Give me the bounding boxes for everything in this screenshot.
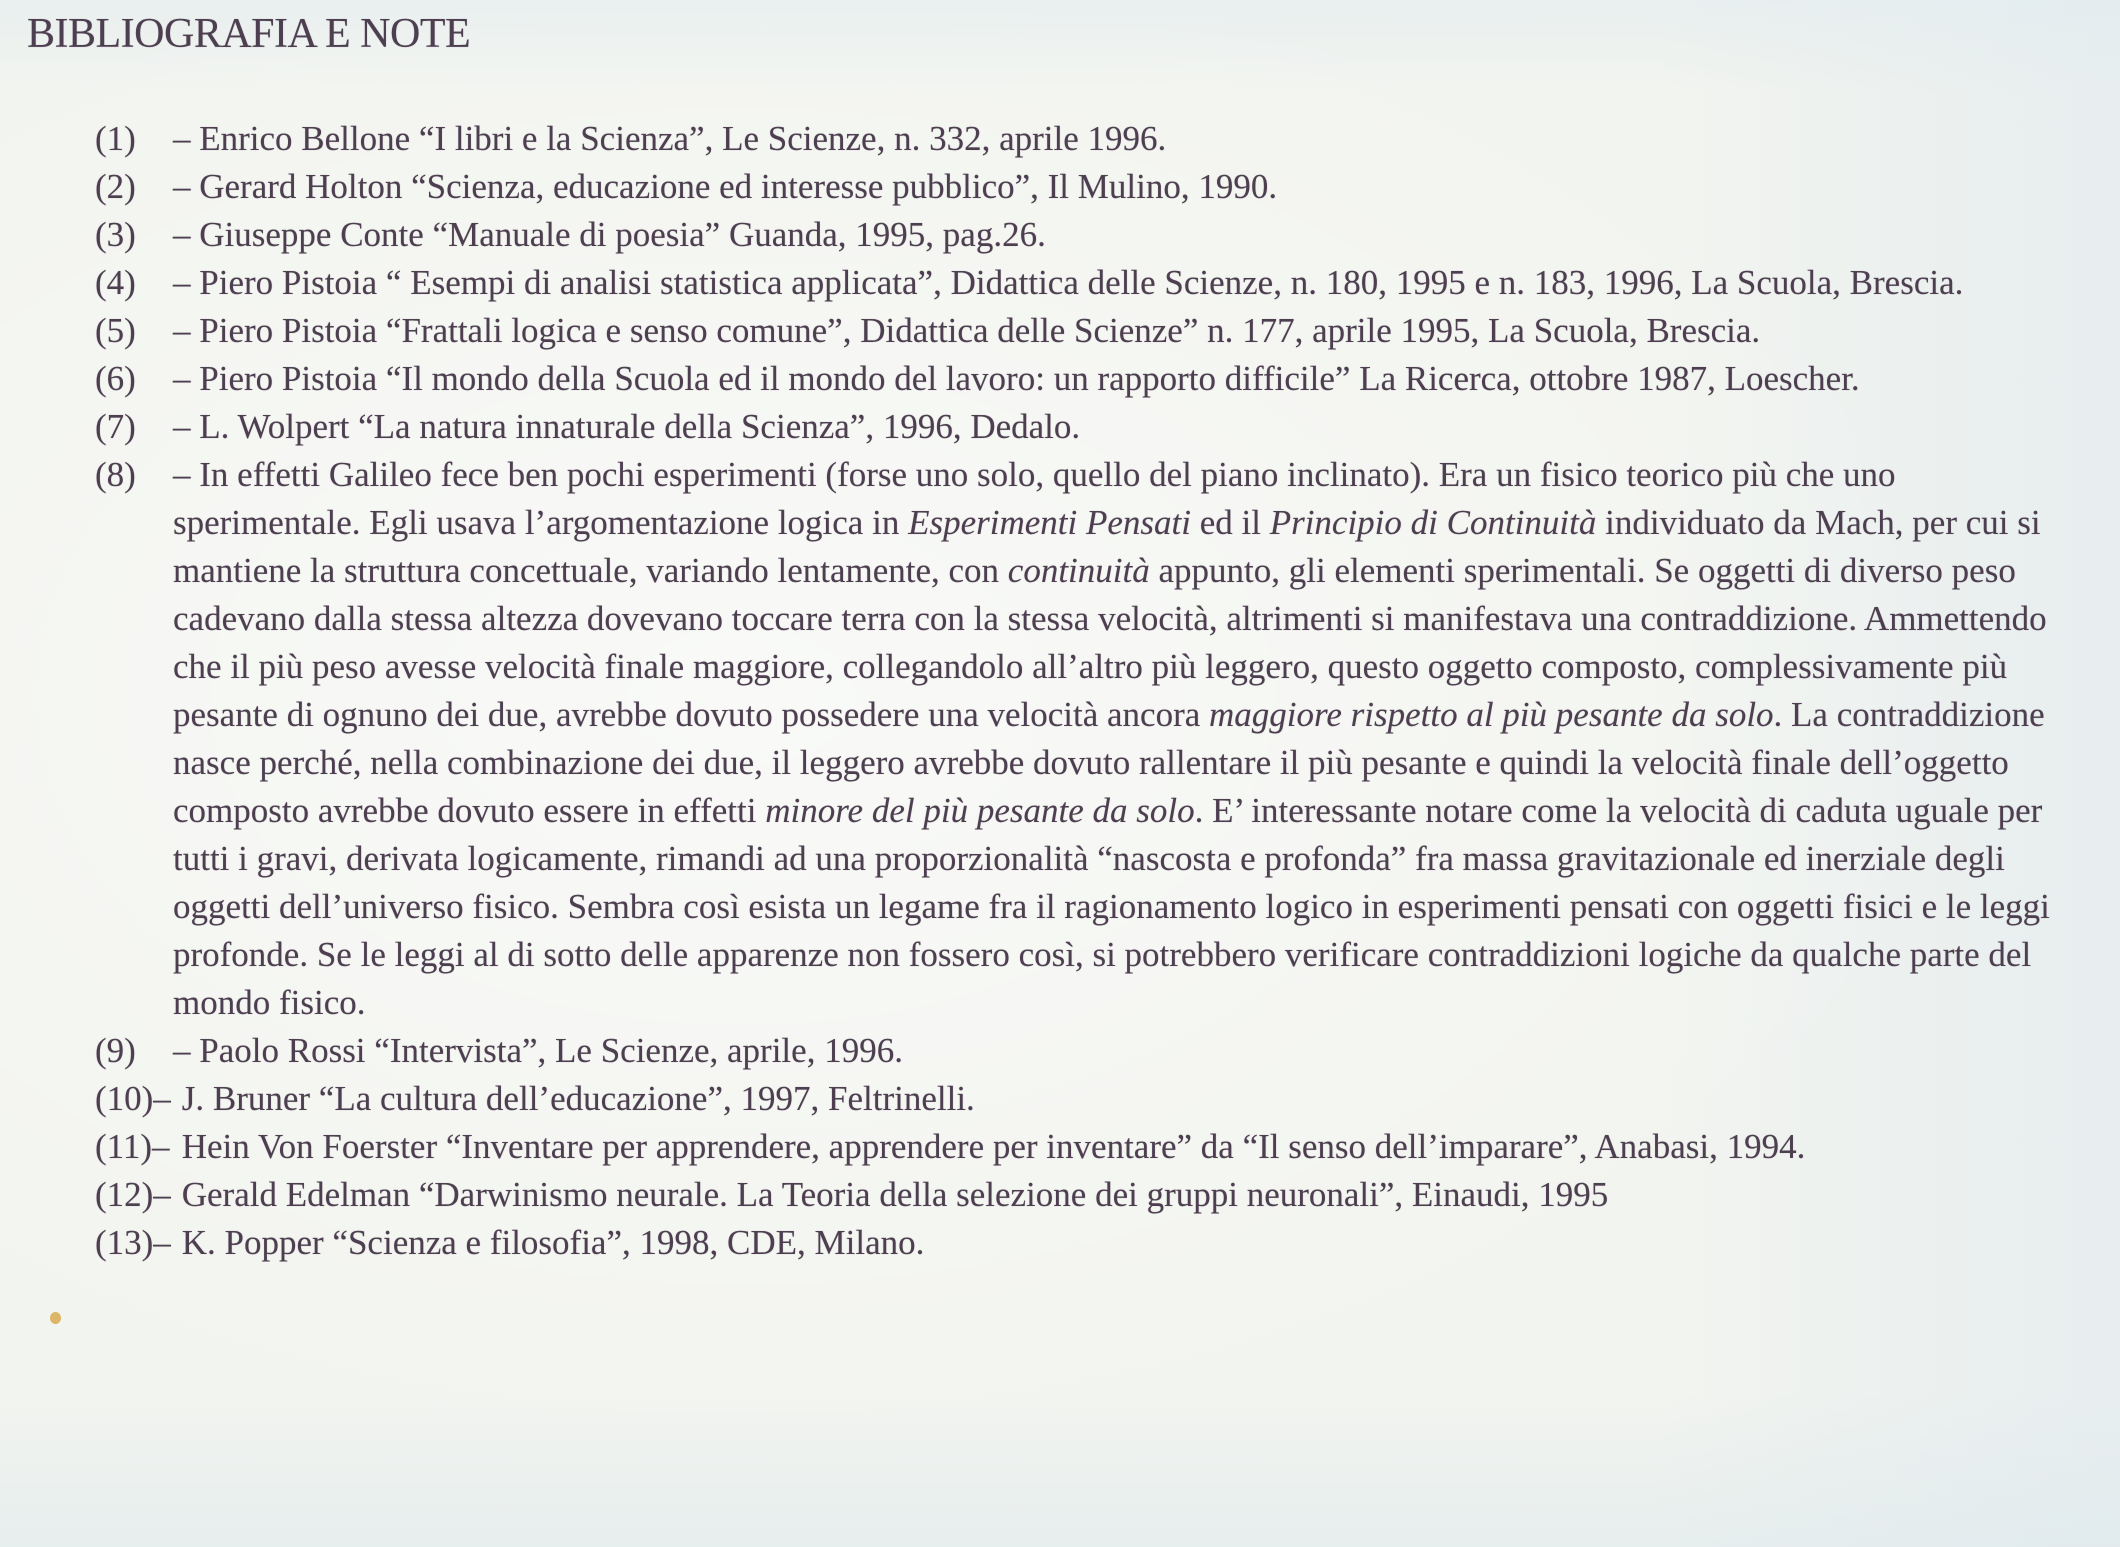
page-title: BIBLIOGRAFIA E NOTE bbox=[27, 11, 471, 57]
item-number: (11)– bbox=[95, 1127, 170, 1166]
item-number: (7) bbox=[95, 407, 136, 446]
bibliography-item bbox=[95, 451, 2080, 1027]
item-number: (6) bbox=[95, 359, 136, 398]
bibliography-item bbox=[95, 163, 2080, 211]
item-text: – Piero Pistoia “Frattali logica e senso comune”, Didattica delle Scienze” n. 177, aprile 1995, La Scuola, Brescia. bbox=[173, 311, 1761, 350]
item-number: (5) bbox=[95, 311, 136, 350]
item-number: (1) bbox=[95, 119, 136, 158]
bibliography-item bbox=[95, 1123, 2080, 1171]
item-number: (2) bbox=[95, 167, 136, 206]
bibliography-item bbox=[95, 1075, 2080, 1123]
bibliography-item bbox=[95, 1171, 2080, 1219]
scan-speck-artifact bbox=[50, 1312, 61, 1324]
bibliography-list bbox=[95, 115, 2080, 1267]
item-text: Gerald Edelman “Darwinismo neurale. La Teoria della selezione dei gruppi neuronali”, Einaudi, 1995 bbox=[173, 1175, 1609, 1214]
item-text: – Paolo Rossi “Intervista”, Le Scienze, aprile, 1996. bbox=[173, 1031, 903, 1070]
bibliography-item bbox=[95, 1219, 2080, 1267]
bibliography-item bbox=[95, 115, 2080, 163]
bibliography-item bbox=[95, 403, 2080, 451]
item-text: – Piero Pistoia “ Esempi di analisi statistica applicata”, Didattica delle Scienze, n. 180, 1995 e n. 183, 1996, La Scuola, Brescia. bbox=[173, 263, 1964, 302]
bibliography-item bbox=[95, 259, 2080, 307]
item-text: – Gerard Holton “Scienza, educazione ed interesse pubblico”, Il Mulino, 1990. bbox=[173, 167, 1278, 206]
item-text: J. Bruner “La cultura dell’educazione”, 1997, Feltrinelli. bbox=[173, 1079, 975, 1118]
item-text: – In effetti Galileo fece ben pochi esperimenti (forse uno solo, quello del piano inclinato). Era un fisico teorico più che uno sperimentale. Egli usava l’argomentazione logica in Esperimenti Pensati ed il Principio di Continuità individuato da Mach, per cui si mantiene la struttura concettuale, variando lentamente, con continuità appunto, gli elementi sperimentali. Se oggetti di diverso peso cadevano dalla stessa altezza dovevano toccare terra con la stessa velocità, altrimenti si manifestava una contraddizione. Ammettendo che il più peso avesse velocità finale maggiore, collegandolo all’altro più leggero, questo oggetto composto, complessivamente più pesante di ognuno dei due, avrebbe dovuto possedere una velocità ancora maggiore rispetto al più pesante da solo. La contraddizione nasce perché, nella combinazione dei due, il leggero avrebbe dovuto rallentare il più pesante e quindi la velocità finale dell’oggetto composto avrebbe dovuto essere in effetti minore del più pesante da solo. E’ interessante notare come la velocità di caduta uguale per tutti i gravi, derivata logicamente, rimandi ad una proporzionalità “nascosta e profonda” fra massa gravitazionale ed inerziale degli oggetti dell’universo fisico. Sembra così esista un legame fra il ragionamento logico in esperimenti pensati con oggetti fisici e le leggi profonde. Se le leggi al di sotto delle apparenze non fossero così, si potrebbero verificare contraddizioni logiche da qualche parte del mondo fisico. bbox=[173, 455, 2050, 1022]
item-number: (10)– bbox=[95, 1079, 171, 1118]
item-number: (3) bbox=[95, 215, 136, 254]
bibliography-item bbox=[95, 1027, 2080, 1075]
bibliography-item bbox=[95, 355, 2080, 403]
item-text: K. Popper “Scienza e filosofia”, 1998, CDE, Milano. bbox=[173, 1223, 925, 1262]
item-text: Hein Von Foerster “Inventare per apprendere, apprendere per inventare” da “Il senso dell’imparare”, Anabasi, 1994. bbox=[173, 1127, 1806, 1166]
item-number: (4) bbox=[95, 263, 136, 302]
bibliography-item bbox=[95, 211, 2080, 259]
item-number: (8) bbox=[95, 455, 136, 494]
item-number: (12)– bbox=[95, 1175, 171, 1214]
bibliography-item bbox=[95, 307, 2080, 355]
item-number: (9) bbox=[95, 1031, 136, 1070]
item-text: – L. Wolpert “La natura innaturale della Scienza”, 1996, Dedalo. bbox=[173, 407, 1081, 446]
item-text: – Enrico Bellone “I libri e la Scienza”, Le Scienze, n. 332, aprile 1996. bbox=[173, 119, 1167, 158]
item-number: (13)– bbox=[95, 1223, 171, 1262]
item-text: – Piero Pistoia “Il mondo della Scuola ed il mondo del lavoro: un rapporto difficile” La Ricerca, ottobre 1987, Loescher. bbox=[173, 359, 1860, 398]
item-text: – Giuseppe Conte “Manuale di poesia” Guanda, 1995, pag.26. bbox=[173, 215, 1046, 254]
